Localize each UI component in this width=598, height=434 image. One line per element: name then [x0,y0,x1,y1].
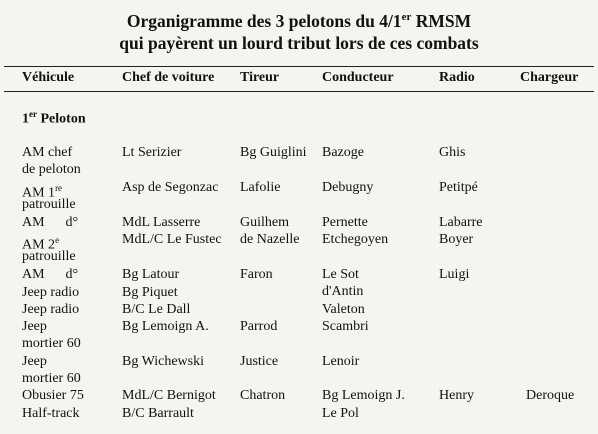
conducteur-cell: Etchegoyen [322,232,389,247]
radio-cell: Petitpé [439,180,478,195]
header-rule-bottom [4,91,594,92]
radio-cell: Henry [439,388,474,403]
vehicule-cell: AM 1re [22,183,63,201]
radio-cell: Ghis [439,145,466,160]
conducteur-cell: Le Pol [322,406,359,421]
conducteur-cell: d'Antin [322,284,364,299]
vehicule-cell: de peloton [22,162,81,177]
tireur-cell: Justice [240,354,279,369]
chef-cell: Asp de Segonzac [122,180,219,195]
conducteur-cell: Debugny [322,180,374,195]
vehicule-cell: AM d° [22,215,79,230]
vehicule-cell: patrouille [22,197,76,212]
tireur-cell: Bg Guiglini [240,145,307,160]
document-title-line-1: Organigramme des 3 pelotons du 4/1er RMSM [126,11,472,31]
vehicule-cell: mortier 60 [22,336,81,351]
tireur-cell: de Nazelle [240,232,300,247]
vehicule-cell: Jeep radio [22,302,80,317]
chef-cell: Bg Wichewski [122,354,205,369]
vehicule-cell: Jeep radio [22,285,80,300]
conducteur-cell: Pernette [322,215,368,230]
chef-cell: Lt Serizier [122,145,182,160]
vehicule-cell: Obusier 75 [22,388,84,403]
col-header-vehicule: Véhicule [22,70,75,85]
vehicule-cell: AM chef [22,145,73,160]
col-header-radio: Radio [439,70,475,85]
col-header-conducteur: Conducteur [322,70,394,85]
tireur-cell: Chatron [240,388,286,403]
tireur-cell: Guilhem [240,215,289,230]
chef-cell: B/C Le Dall [122,302,191,317]
vehicule-cell: AM d° [22,267,79,282]
col-header-chef: Chef de voiture [122,70,215,85]
radio-cell: Luigi [439,267,470,282]
chef-cell: MdL Lasserre [122,215,201,230]
conducteur-cell: Bazoge [322,145,364,160]
conducteur-cell: Le Sot [322,267,359,282]
conducteur-cell: Bg Lemoign J. [322,388,405,403]
section-title: 1er Peloton [22,109,86,127]
tireur-cell: Parrod [240,319,278,334]
header-rule-top [4,66,594,67]
radio-cell: Boyer [439,232,474,247]
document-title-line-2: qui payèrent un lourd tribut lors de ces combats [119,33,479,53]
chargeur-cell: Deroque [526,388,575,403]
chef-cell: MdL/C Le Fustec [122,232,222,247]
vehicule-cell: Half-track [22,406,80,421]
vehicule-cell: AM 2e [22,235,60,253]
chef-cell: Bg Piquet [122,285,178,300]
col-header-tireur: Tireur [240,70,280,85]
tireur-cell: Faron [240,267,273,282]
chef-cell: B/C Barrault [122,406,194,421]
radio-cell: Labarre [439,215,483,230]
vehicule-cell: Jeep [22,319,47,334]
vehicule-cell: patrouille [22,249,76,264]
conducteur-cell: Lenoir [322,354,360,369]
col-header-chargeur: Chargeur [520,70,579,85]
vehicule-cell: mortier 60 [22,371,81,386]
chef-cell: Bg Lemoign A. [122,319,209,334]
chef-cell: MdL/C Bernigot [122,388,216,403]
chef-cell: Bg Latour [122,267,180,282]
conducteur-cell: Scambri [322,319,369,334]
conducteur-cell: Valeton [322,302,365,317]
tireur-cell: Lafolie [240,180,281,195]
vehicule-cell: Jeep [22,354,47,369]
